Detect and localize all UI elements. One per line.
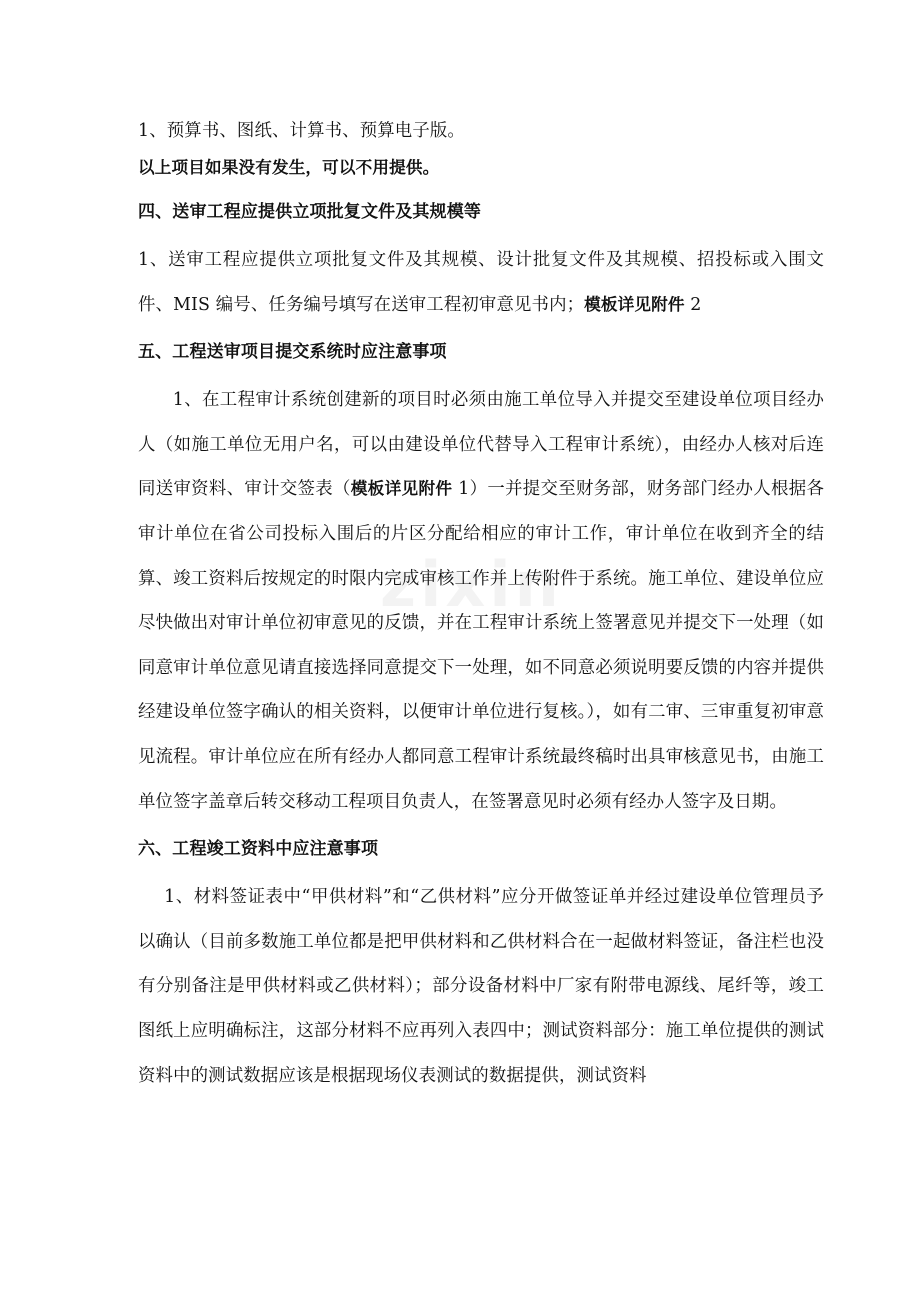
document-body: [138, 114, 824, 1098]
section-5-paragraph-1-part-a: 1、在工程审计系统创建新的项目时必须由施工单位导入并提交至建设单位项目经办人（如施工单位无用户名，可以由建设单位代替导入工程审计系统），由经办人核对后连同送审资料、审计交签表（: [138, 390, 824, 500]
section-heading-4: 四、送审工程应提供立项批复文件及其规模等: [138, 202, 481, 222]
watermark: zixin: [380, 548, 563, 621]
section-heading-5: 五、工程送审项目提交系统时应注意事项: [138, 342, 447, 363]
section-6-paragraph-1: 1、材料签证表中“甲供材料”和“乙供材料”应分开做签证单并经过建设单位管理员予以确认（目前多数施工单位都是把甲供材料和乙供材料合在一起做材料签证，备注栏也没有分别备注是甲供材料或乙供材料）；部分设备材料中厂家有附带电源线、尾纤等，竣工图纸上应明确标注，这部分材料不应再列入表四中；测试资料部分：施工单位提供的测试资料中的测试数据应该是根据现场仪表测试的数据提供，测试资料: [138, 887, 824, 1086]
section-5-paragraph-1: [138, 378, 824, 824]
list-item-budget-docs: 1、预算书、图纸、计算书、预算电子版。: [138, 121, 465, 141]
section-4-paragraph-1: [138, 238, 824, 327]
section-4-paragraph-1-text: 1、送审工程应提供立项批复文件及其规模、设计批复文件及其规模、招投标或入围文件、MIS 编号、任务编号填写在送审工程初审意见书内；: [138, 250, 824, 315]
note-not-required: 以上项目如果没有发生，可以不用提供。: [138, 158, 440, 177]
attachment-number-2: 2: [684, 294, 702, 315]
section-heading-6: 六、工程竣工资料中应注意事项: [138, 839, 379, 860]
attachment-reference-2: 模板详见附件: [584, 294, 685, 314]
section-5-paragraph-1-part-b: 1）一并提交至财务部，财务部门经办人根据各审计单位在省公司投标入围后的片区分配给相应的审计工作，审计单位在收到齐全的结算、竣工资料后按规定的时限内完成审核工作并上传附件于系统。施工单位、建设单位应尽快做出对审计单位初审意见的反馈，并在工程审计系统上签署意见并提交下一处理（如同意审计单位意见请直接选择同意提交下一处理，如不同意必须说明要反馈的内容并提供经建设单位签字确认的相关资料，以便审计单位进行复核。），如有二审、三审重复初审意见流程。审计单位应在所有经办人都同意工程审计系统最终稿时出具审核意见书，由施工单位签字盖章后转交移动工程项目负责人，在签署意见时必须有经办人签字及日期。: [138, 479, 824, 812]
attachment-reference-1: 模板详见附件: [350, 479, 453, 499]
